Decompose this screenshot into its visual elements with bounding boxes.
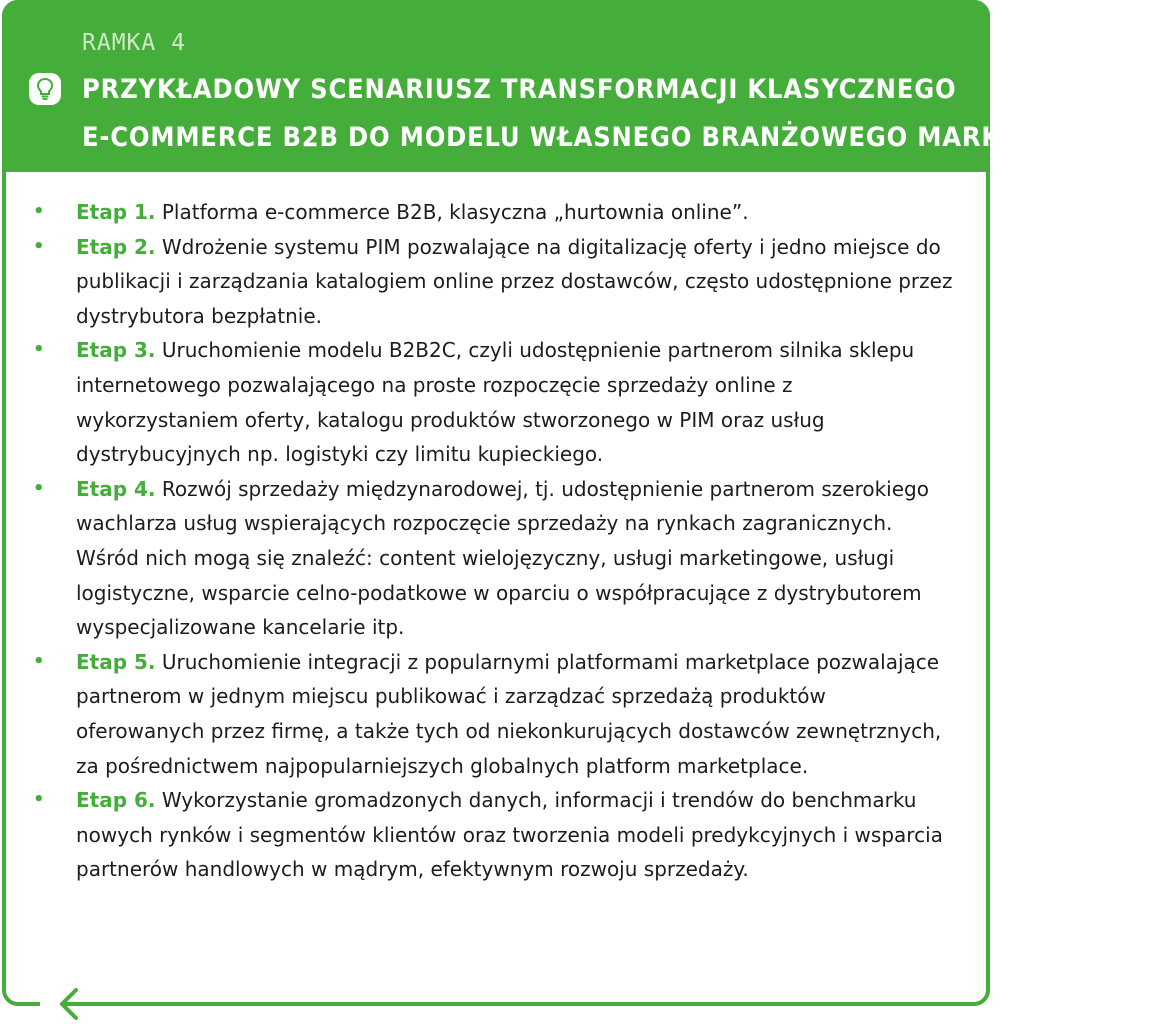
stage-label: Etap 4. <box>76 476 156 501</box>
box-title <box>82 66 1157 162</box>
title-line-1: PRZYKŁADOWY SCENARIUSZ TRANSFORMACJI KLASYCZNEGO <box>82 74 957 105</box>
arrow-left-icon <box>56 984 126 1024</box>
stage-text: Wykorzystanie gromadzonych danych, informacji i trendów do benchmarku nowych rynków i segmentów klientów oraz tworzenia modeli predykcyjnych i wsparcia partnerów handlowych w mądrym, efektywnym rozwoju sprzedaży. <box>76 788 943 882</box>
stage-text: Uruchomienie modelu B2B2C, czyli udostępnienie partnerom silnika sklepu internetowego pozwalającego na proste rozpoczęcie sprzedaży online z wykorzystaniem oferty, katalogu produktów stworzonego w PIM oraz usług dystrybucyjnych np. logistyki czy limitu kupieckiego. <box>76 338 915 467</box>
stage-item-3 <box>0 333 970 471</box>
stage-item-2 <box>0 230 970 334</box>
stage-text: Wdrożenie systemu PIM pozwalające na digitalizację oferty i jedno miejsce do publikacji i zarządzania katalogiem online przez dostawców, często udostępnione przez dystrybutora bezpłatnie. <box>76 234 953 328</box>
stages-list <box>0 195 970 887</box>
stage-item-1 <box>0 195 970 230</box>
stage-item-4 <box>0 472 970 645</box>
bullet-icon: • <box>33 201 45 222</box>
bullet-icon: • <box>33 650 45 672</box>
stage-label: Etap 2. <box>76 234 156 259</box>
stage-label: Etap 6. <box>76 788 156 813</box>
stage-text: Rozwój sprzedaży międzynarodowej, tj. udostępnienie partnerom szerokiego wachlarza usług wspierających rozpoczęcie sprzedaży na rynkach zagranicznych. Wśród nich mogą się znaleźć: content wielojęzyczny, usługi marketingowe, usługi logistyczne, wsparcie celno-podatkowe w oparciu o współpracujące z dystrybutorem wyspecjalizowane kancelarie itp. <box>76 476 929 640</box>
title-line-2: E-COMMERCE B2B DO MODELU WŁASNEGO BRANŻOWEGO MARKETPLACE’U <box>82 122 1157 153</box>
stage-label: Etap 5. <box>76 649 156 674</box>
stage-item-5 <box>0 645 970 783</box>
bullet-icon: • <box>33 339 45 361</box>
box-label: RAMKA 4 <box>82 30 186 56</box>
bullet-icon: • <box>33 235 45 257</box>
stage-item-6 <box>0 783 970 887</box>
bullet-icon: • <box>33 789 45 811</box>
stage-text: Platforma e-commerce B2B, klasyczna „hurtownia online”. <box>155 200 749 224</box>
lightbulb-icon <box>28 72 62 106</box>
stage-label: Etap 1. <box>76 200 156 224</box>
stage-text: Uruchomienie integracji z popularnymi platformami marketplace pozwalające partnerom w jednym miejscu publikować i zarządzać sprzedażą produktów oferowanych przez firmę, a także tych od niekonkurujących dostawców zewnętrznych, za pośrednictwem najpopularniejszych globalnych platform marketplace. <box>76 649 942 778</box>
box-header <box>2 0 1157 172</box>
bullet-icon: • <box>33 477 45 499</box>
stage-label: Etap 3. <box>76 338 156 363</box>
